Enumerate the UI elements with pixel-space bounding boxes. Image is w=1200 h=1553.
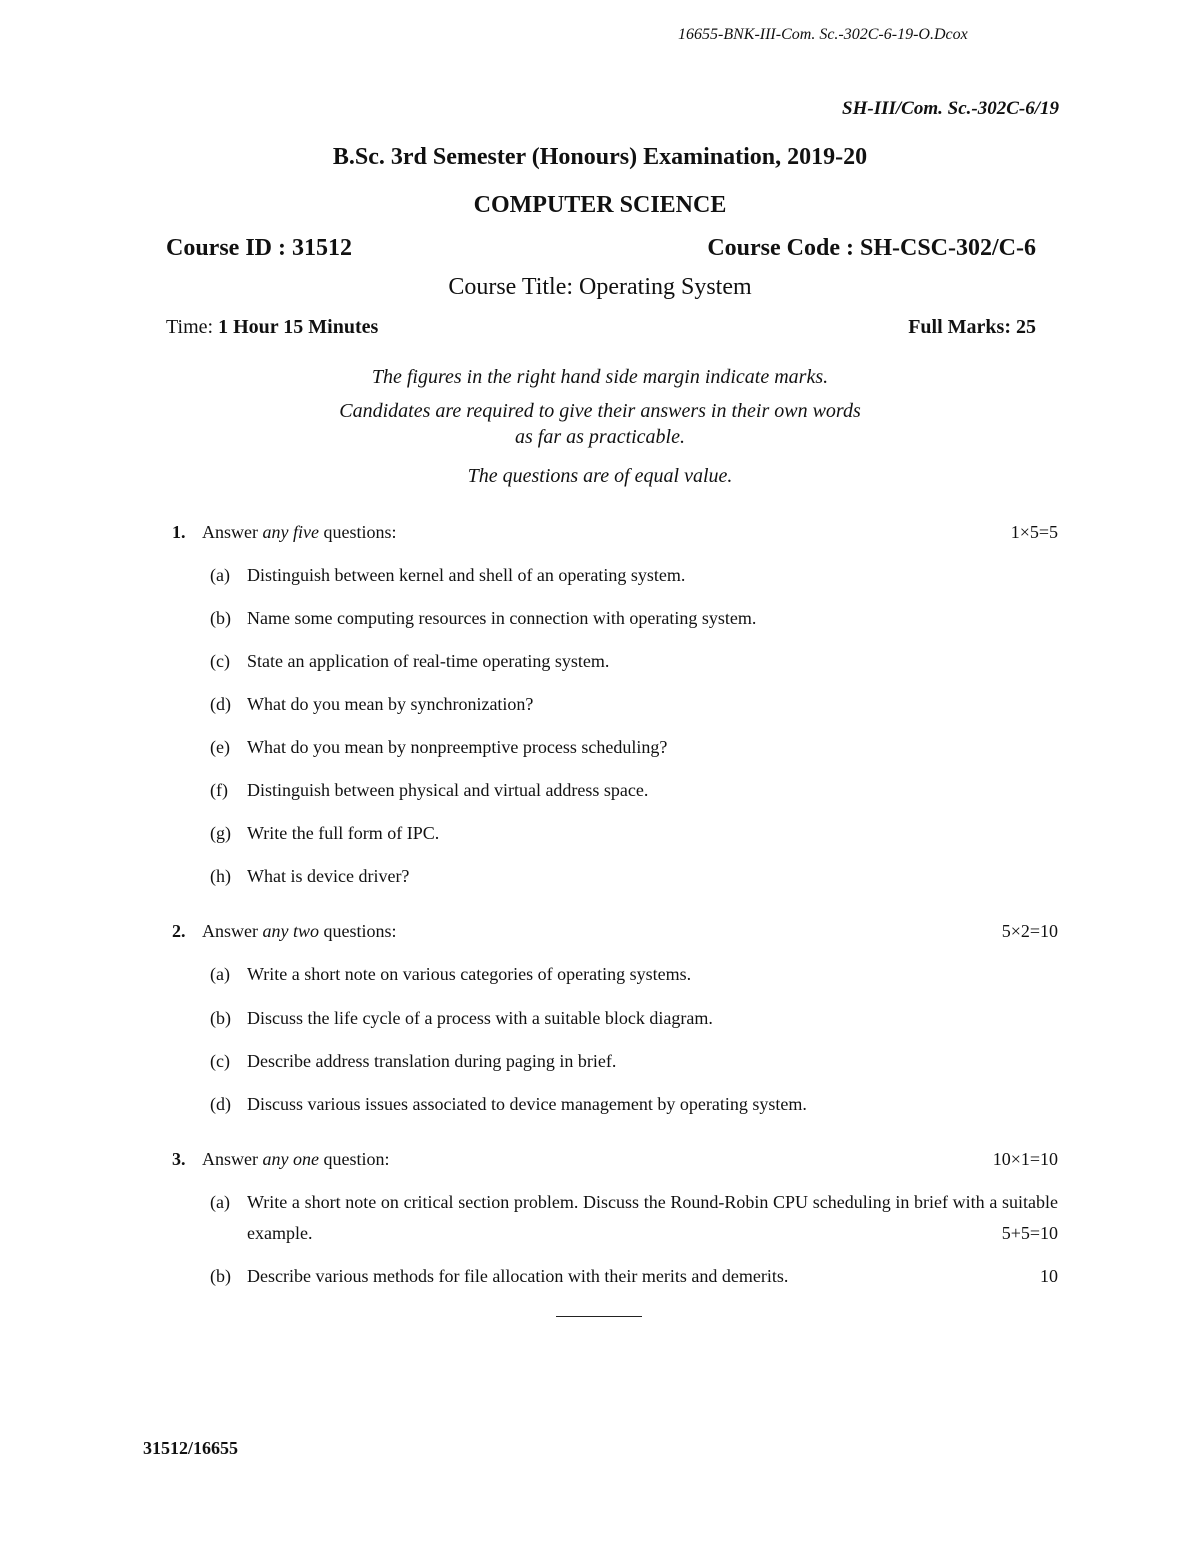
part-label: (a) [210,565,230,585]
part-marks: 10 [1040,1266,1058,1286]
question-suffix: questions: [318,522,397,542]
question-prefix: Answer [202,921,263,941]
part-label: (e) [210,737,230,757]
part-text: Discuss the life cycle of a process with a suitable block diagram. [247,1008,713,1028]
question-prefix: Answer [202,522,263,542]
part-text: Distinguish between kernel and shell of an operating system. [247,565,686,585]
question-marks: 1×5=5 [1010,522,1058,542]
instruction-line: as far as practicable. [515,426,685,448]
full-marks: Full Marks: 25 [908,316,1036,338]
end-rule [556,1316,642,1317]
file-reference: 16655-BNK-III-Com. Sc.-302C-6-19-O.Dcox [678,26,968,43]
question-emphasis: any one [262,1149,319,1169]
question-number: 1. [172,522,186,542]
part-label: (b) [210,1266,231,1286]
exam-title: B.Sc. 3rd Semester (Honours) Examination, 2019-20 [332,144,868,170]
question-heading [202,522,397,543]
question-emphasis: any two [262,921,319,941]
subject-heading: COMPUTER SCIENCE [473,192,727,218]
part-text: Discuss various issues associated to device management by operating system. [247,1094,807,1114]
question-heading [202,1149,389,1170]
part-text: State an application of real-time operating system. [247,651,610,671]
part-label: (h) [210,866,231,886]
part-label: (c) [210,1051,230,1071]
question-marks: 5×2=10 [1001,921,1058,941]
part-text: What do you mean by synchronization? [247,694,534,714]
part-label: (b) [210,608,231,628]
course-code: Course Code : SH-CSC-302/C-6 [707,235,1036,261]
course-title: Course Title: Operating System [448,274,752,300]
part-text: Write a short note on various categories of operating systems. [247,964,692,984]
part-text: Write a short note on critical section problem. Discuss the Round-Robin CPU scheduling in brief with a suitable example. [247,1192,1058,1243]
instruction-line: The figures in the right hand side margin indicate marks. [371,366,829,388]
part-label: (c) [210,651,230,671]
part-label: (a) [210,964,230,984]
question-suffix: question: [318,1149,390,1169]
question-number: 2. [172,921,186,941]
instruction-line: Candidates are required to give their answers in their own words [339,400,861,422]
part-label: (b) [210,1008,231,1028]
part-label: (a) [210,1192,230,1212]
part-label: (g) [210,823,231,843]
footer-code: 31512/16655 [143,1438,239,1458]
part-marks: 5+5=10 [1001,1223,1058,1243]
course-id: Course ID : 31512 [166,235,352,261]
part-text: Distinguish between physical and virtual address space. [247,780,649,800]
part-text: Write the full form of IPC. [247,823,440,843]
question-number: 3. [172,1149,186,1169]
paper-code: SH-III/Com. Sc.-302C-6/19 [842,98,1059,119]
part-label: (d) [210,1094,231,1114]
part-label: (d) [210,694,231,714]
part-text: What is device driver? [247,866,410,886]
question-prefix: Answer [202,1149,263,1169]
time-allowed [166,316,378,339]
part-text: Describe various methods for file allocation with their merits and demerits. [247,1266,789,1286]
question-suffix: questions: [319,921,397,941]
time-text: Time: 1 Hour 15 Minutes [166,316,379,338]
question-emphasis: any five [262,522,319,542]
part-label: (f) [210,780,228,800]
part-text: Describe address translation during paging in brief. [247,1051,617,1071]
part-text: Name some computing resources in connection with operating system. [247,608,757,628]
question-heading [202,921,397,942]
question-marks: 10×1=10 [992,1149,1058,1169]
part-text: What do you mean by nonpreemptive process scheduling? [247,737,668,757]
instruction-line: The questions are of equal value. [467,465,733,487]
